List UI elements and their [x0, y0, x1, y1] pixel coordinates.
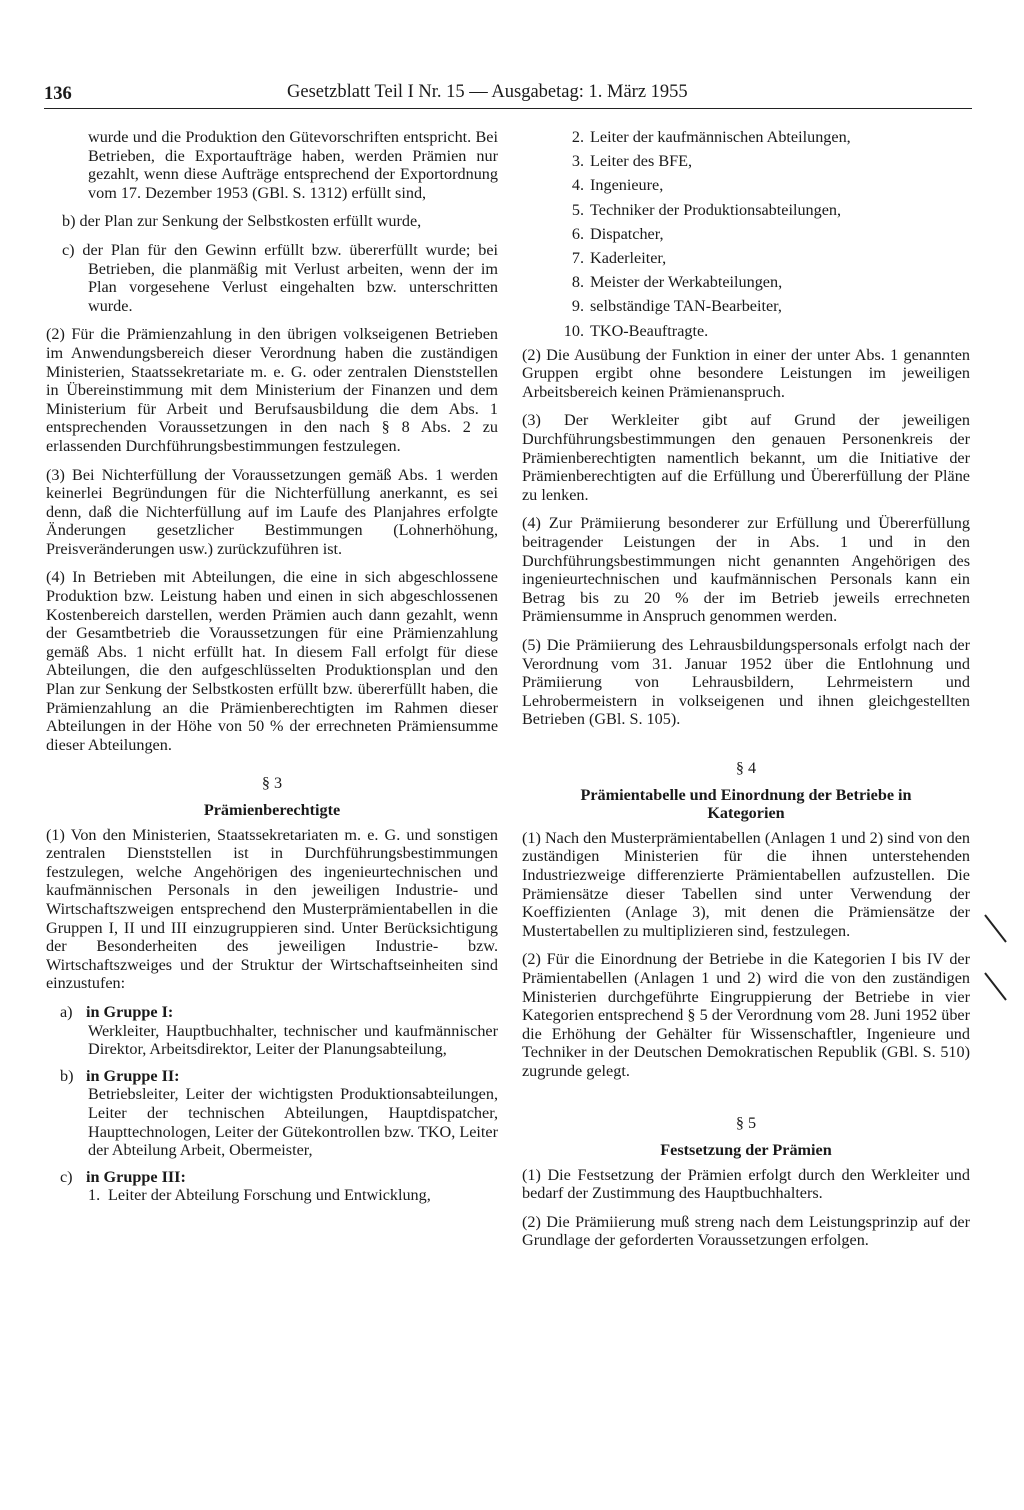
- list-item-number: 5.: [571, 200, 584, 219]
- list-item-text: Leiter des BFE,: [590, 152, 693, 171]
- group-c-label: c): [60, 1167, 73, 1186]
- section-3-label: § 3: [261, 774, 283, 793]
- paragraph-2: (2) Für die Prämienzahlung in den übrigen volkseigenen Betrieben im Anwendungsbereich dieser Verordnung haben die zuständigen Ministerien, Staatssekretariate m. e. G. oder zentralen Dienststellen in Übereinstimmung mit dem Ministerium der Finanzen und dem Ministerium für Arbeit und Berufsausbildung die dem Abs. 1 entsprechenden Voraussetzungen in den nach § 8 Abs. 2 zu erlassenden Durchführungsbestimmungen festzulegen.: [46, 325, 498, 455]
- paragraph-b: b) der Plan zur Senkung der Selbstkosten erfüllt wurde,: [62, 212, 422, 231]
- list-item-number: 8.: [571, 273, 584, 292]
- group-c-heading: [46, 1168, 498, 1187]
- section-4-label: § 4: [735, 758, 757, 777]
- group-b-text: Betriebsleiter, Leiter der wichtigsten Produktionsabteilungen, Leiter der technischen Abteilungen, Hauptdispatcher, Haupttechnologen, Leiter der Gütekontrollen bzw. TKO, Leiter der Abteilung Arbeit, Obermeister,: [88, 1085, 498, 1160]
- section-5-paragraph-2: (2) Die Prämiierung muß streng nach dem Leistungsprinzip auf der Grundlage der geforderten Voraussetzungen erfolgen.: [522, 1212, 970, 1250]
- list-item-text: Techniker der Produktionsabteilungen,: [590, 200, 842, 219]
- list-item-text: selbständige TAN-Bearbeiter,: [590, 297, 782, 316]
- left-column: [46, 128, 498, 1205]
- list-item-number: 9.: [571, 297, 584, 316]
- section-4-title: Prämientabelle und Einordnung der Betriebe in Kategorien: [580, 785, 912, 823]
- group-a-text: Werkleiter, Hauptbuchhalter, technischer und kaufmännischer Direktor, Arbeitsdirektor, Leiter der Planungsabteilung,: [88, 1021, 498, 1059]
- group-b-title: in Gruppe II:: [86, 1066, 180, 1085]
- section-3-paragraph-1: (1) Von den Ministerien, Staatssekretariaten m. e. G. und sonstigen zentralen Dienststellen ist in Durchführungsbestimmungen festzulegen, welche Angehörigen des ingenieurtechnischen und kaufmännischen Personals in den jeweiligen Industrie- und Wirtschaftszweigen entsprechend den Musterprämientabellen in die Gruppen I, II und III einzugruppieren sind. Unter Berücksichtigung der Besonderheiten des jeweiligen Industrie- bzw. Wirtschaftszweiges und der Struktur der Wirtschaftseinheiten sind einzustufen:: [46, 825, 498, 993]
- list-item: [522, 128, 970, 147]
- section-3-title: Prämienberechtigte: [203, 801, 341, 819]
- list-item: [522, 249, 970, 268]
- list-item-text: Dispatcher,: [590, 224, 664, 243]
- right-paragraph-3: (3) Der Werkleiter gibt auf Grund der jeweiligen Durchführungsbestimmungen den genauen Personenkreis der Prämienberechtigten namentlich bekannt, um die Initiative der Prämienberechtigten auf die Erfüllung und Übererfüllung der Pläne zu lenken.: [522, 411, 970, 504]
- list-item-text: Ingenieure,: [590, 176, 664, 195]
- paragraph-c: c) der Plan für den Gewinn erfüllt bzw. übererfüllt wurde; bei Betrieben, die planmäßig mit Verlust arbeiten, wenn der im Plan vorgesehene Verlust eingehalten bzw. unterschritten wurde.: [62, 240, 498, 315]
- page-header: [44, 78, 972, 106]
- list-item-text: Meister der Werkabteilungen,: [590, 273, 783, 292]
- group-c-item-1: [46, 1186, 498, 1205]
- section-5-label: § 5: [735, 1114, 757, 1133]
- right-paragraph-4: (4) Zur Prämiierung besonderer zur Erfüllung und Übererfüllung beitragender Leistungen der in Abs. 1 und in den Durchführungsbestimmungen nicht genannten Angehörigen des ingenieurtechnischen und kaufmännischen Personals kann ein Betrag bis zu 20 % der im Betrieb jeweils errechneten Prämiensumme in Anspruch genommen werden.: [522, 514, 970, 626]
- right-column: [522, 128, 970, 1260]
- margin-stroke-icon: [982, 912, 1010, 946]
- margin-stroke-icon: [982, 970, 1010, 1004]
- list-item-number: 3.: [571, 152, 584, 171]
- list-item-number: 4.: [571, 176, 584, 195]
- list-item-number: 6.: [571, 224, 584, 243]
- group-b-label: b): [60, 1066, 74, 1085]
- list-item-text: Kaderleiter,: [590, 248, 667, 267]
- right-paragraph-5: (5) Die Prämiierung des Lehrausbildungspersonals erfolgt nach der Verordnung vom 31. Januar 1952 über die Entlohnung und Prämiierung von Lehrausbildern, Lehrmeistern und Lehrobermeistern in volkseigenen und ihnen gleichgestellten Betrieben (GBl. S. 105).: [522, 636, 970, 729]
- page-number: 136: [44, 84, 72, 104]
- header-title: Gesetzblatt Teil I Nr. 15 — Ausgabetag: 1. März 1955: [287, 82, 688, 102]
- group-a-title: in Gruppe I:: [86, 1002, 174, 1021]
- section-4-paragraph-2: (2) Für die Einordnung der Betriebe in die Kategorien I bis IV der Prämientabellen (Anlagen 1 und 2) wird die von den zuständigen Ministerien durchgeführte Eingruppierung der Betriebe in vier Kategorien entsprechend § 5 der Verordnung vom 28. Juni 1952 über die Erhöhung der Gehälter für Wissenschaftler, Ingenieure und Techniker in der Deutschen Demokratischen Republik (GBl. S. 510) zugrunde gelegt.: [522, 950, 970, 1080]
- header-rule: [44, 108, 972, 109]
- list-item-number: 7.: [571, 248, 584, 267]
- section-4-paragraph-1: (1) Nach den Musterprämientabellen (Anlagen 1 und 2) sind von den zuständigen Ministerien für die ihnen unterstehenden Industriezweige differenzierte Prämientabellen aufzustellen. Die Prämiensätze dieser Tabellen sind unter Verwendung der Koeffizienten (Anlage 3), mit denen die Prämiensätze der Mustertabellen zu multiplizieren sind, festzulegen.: [522, 828, 970, 940]
- list-item: [522, 322, 970, 341]
- list-item: [522, 152, 970, 171]
- group-b-heading: [46, 1067, 498, 1086]
- group-c-item-1-number: 1.: [88, 1186, 101, 1205]
- group-c-item-1-text: Leiter der Abteilung Forschung und Entwicklung,: [108, 1186, 431, 1205]
- list-item: [522, 176, 970, 195]
- paragraph-continuation: wurde und die Produktion den Gütevorschriften entspricht. Bei Betrieben, die Exportaufträge haben, werden Prämien nur gezahlt, wenn diese Aufträge entsprechend der Exportordnung vom 17. Dezember 1953 (GBl. S. 1312) erfüllt sind,: [88, 128, 498, 202]
- group-a-label: a): [60, 1002, 73, 1021]
- group-c-list: [522, 128, 970, 340]
- list-item-text: TKO-Beauftragte.: [590, 321, 709, 340]
- list-item: [522, 201, 970, 220]
- list-item-number: 2.: [571, 128, 584, 146]
- list-item: [522, 273, 970, 292]
- group-c-title: in Gruppe III:: [86, 1167, 186, 1186]
- paragraph-3: (3) Bei Nichterfüllung der Voraussetzungen gemäß Abs. 1 werden keinerlei Begründungen für die Nichterfüllung anerkannt, es sei denn, daß die Nichterfüllung auf im Laufe des Planjahres erfolgte Änderungen gesetzlicher Bestimmungen (Lohnerhöhung, Preisveränderungen usw.) zurückzuführen ist.: [46, 465, 498, 558]
- right-paragraph-2: (2) Die Ausübung der Funktion in einer der unter Abs. 1 genannten Gruppen ergibt ohne besondere Leistungen im jeweiligen Arbeitsbereich keinen Prämienanspruch.: [522, 345, 970, 401]
- list-item: [522, 225, 970, 244]
- list-item-text: Leiter der kaufmännischen Abteilungen,: [590, 128, 851, 146]
- list-item-number: 10.: [563, 321, 584, 340]
- section-5-title: Festsetzung der Prämien: [660, 1141, 832, 1160]
- group-a-heading: [46, 1003, 498, 1022]
- section-5-paragraph-1: (1) Die Festsetzung der Prämien erfolgt durch den Werkleiter und bedarf der Zustimmung des Hauptbuchhalters.: [522, 1165, 970, 1203]
- list-item: [522, 297, 970, 316]
- paragraph-4: (4) In Betrieben mit Abteilungen, die eine in sich abgeschlossene Produktion bzw. Leistung haben und einen in sich abgeschlossenen Kostenbereich darstellen, werden Prämien auch dann gezahlt, wenn der Gesamtbetrieb die Voraussetzungen für eine Prämienzahlung gemäß Abs. 1 nicht erfüllt hat. In diesem Fall erfolgt für diese Abteilungen, die den aufgeschlüsselten Produktionsplan und den Plan zur Senkung der Selbstkosten erfüllt bzw. übererfüllt haben, die Prämienzahlung an die Prämienberechtigten im Rahmen dieser Abteilungen in der Höhe von 50 % der errechneten Prämiensumme dieser Abteilungen.: [46, 568, 498, 754]
